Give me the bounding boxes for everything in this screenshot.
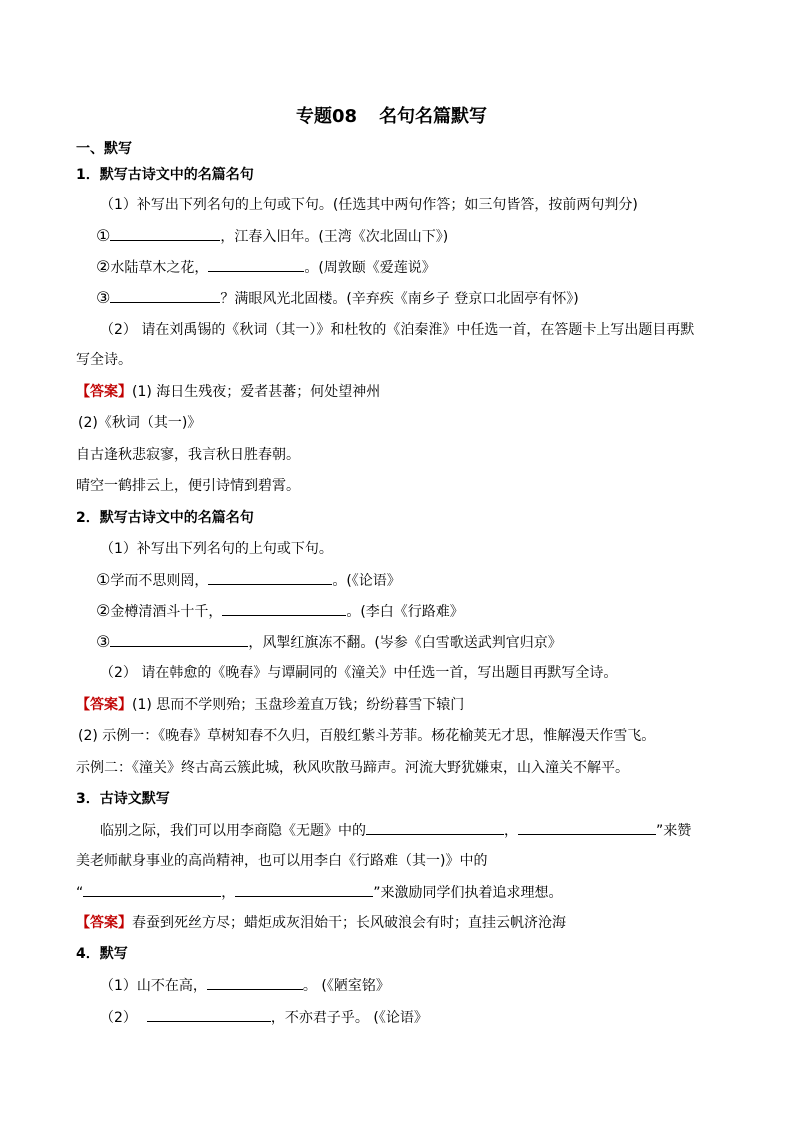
q2-item2-mark: ② xyxy=(96,601,111,620)
q2-part1-intro: （1）补写出下列名句的上句或下句。 xyxy=(100,541,333,557)
q1-item3-mark: ③ xyxy=(96,288,111,307)
q3-line1 xyxy=(100,820,691,841)
q3-blank2[interactable] xyxy=(518,820,656,835)
q1-answer-line4: 晴空一鹤排云上，便引诗情到碧霄。 xyxy=(76,478,300,494)
q4-item2-blank[interactable] xyxy=(147,1007,271,1022)
q1-item2-pre: 水陆草木之花， xyxy=(110,260,209,276)
q1-item1-mark: ① xyxy=(96,226,111,245)
q3-line1-pre: 临别之际，我们可以用李商隐《无题》中的 xyxy=(100,823,366,839)
q3-line3 xyxy=(76,882,563,903)
q3-blank4[interactable] xyxy=(235,882,373,897)
q4-item1-pre: （1）山不在高， xyxy=(100,978,207,994)
q2-item3-text: ，风掣红旗冻不翻。(岑参《白雪歌送武判官归京》 xyxy=(248,635,562,651)
q1-answer-line1 xyxy=(76,382,380,402)
page-title xyxy=(296,105,487,129)
q1-part2-line2: 写全诗。 xyxy=(76,352,132,368)
q3-line1-sep: ， xyxy=(504,823,518,839)
title-name: 名句名篇默写 xyxy=(379,106,488,127)
q1-heading: 1．默写古诗文中的名篇名句 xyxy=(76,167,254,183)
q1-item2-mark: ② xyxy=(96,257,111,276)
q4-item2-post: ，不亦君子乎。 (《论语》 xyxy=(270,1010,428,1026)
q2-item2-post: 。(李白《行路难》 xyxy=(346,604,464,620)
q4-item1 xyxy=(100,975,390,996)
q3-blank1[interactable] xyxy=(366,820,504,835)
q3-line3-sep: ， xyxy=(221,885,236,901)
q1-item3-text: ？满眼风光北固楼。(辛弃疾《南乡子 登京口北固亭有怀》) xyxy=(220,291,579,307)
q2-part2-line1: （2） 请在韩愈的《晚春》与谭嗣同的《潼关》中任选一首，写出题目再默写全诗。 xyxy=(100,665,618,681)
q2-item1-mark: ① xyxy=(96,570,111,589)
q1-answer-line2: (2)《秋词（其一)》 xyxy=(78,415,202,431)
q1-answer-label: 【答案】 xyxy=(76,384,132,400)
q3-line3-post: ”来激励同学们执着追求理想。 xyxy=(373,885,563,901)
q1-part1-intro: （1）补写出下列名句的上句或下句。(任选其中两句作答；如三句皆答，按前两句判分) xyxy=(100,197,638,213)
q3-heading: 3．古诗文默写 xyxy=(76,791,170,807)
title-topic: 专题08 xyxy=(296,106,358,127)
q2-answer-text1: (1) 思而不学则殆；玉盘珍羞直万钱；纷纷暮雪下辕门 xyxy=(132,697,465,713)
q2-item1-blank[interactable] xyxy=(208,570,332,585)
q3-line1-post: ”来赞 xyxy=(656,823,692,839)
q3-line3-open: “ xyxy=(76,885,84,901)
q2-item1-pre: 学而不思则罔， xyxy=(110,573,209,589)
q2-item3 xyxy=(96,632,562,653)
q2-heading: 2．默写古诗文中的名篇名句 xyxy=(76,510,254,526)
q1-item1-blank[interactable] xyxy=(110,226,220,241)
q3-blank3[interactable] xyxy=(83,882,221,897)
q2-item3-blank[interactable] xyxy=(110,632,248,647)
q1-answer-text1: (1) 海日生残夜；爱者甚蕃；何处望神州 xyxy=(132,384,381,400)
section-heading: 一、默写 xyxy=(76,141,132,157)
q2-answer-line3: 示例二：《潼关》终古高云簇此城，秋风吹散马蹄声。河流大野犹嫌束，山入潼关不解平。 xyxy=(76,760,629,776)
q2-item2-blank[interactable] xyxy=(222,601,346,616)
q1-item3 xyxy=(96,288,579,309)
q4-item2 xyxy=(100,1007,428,1028)
q2-item3-mark: ③ xyxy=(96,632,111,651)
q4-item2-pre: （2） xyxy=(100,1010,137,1026)
q2-item2-pre: 金樽清酒斗十千， xyxy=(110,604,223,620)
q2-answer-line2: (2) 示例一：《晚春》草树知春不久归，百般红紫斗芳菲。杨花榆荚无才思，惟解漫天作雪飞。 xyxy=(78,728,656,744)
q4-heading: 4．默写 xyxy=(76,946,128,962)
q2-answer-label: 【答案】 xyxy=(76,697,132,713)
q2-item2 xyxy=(96,601,464,622)
q3-answer-label: 【答案】 xyxy=(76,915,132,931)
q1-item1-text: ，江春入旧年。(王湾《次北固山下》) xyxy=(220,229,449,245)
q1-item2 xyxy=(96,257,436,278)
q2-item1 xyxy=(96,570,401,591)
q1-answer-line3: 自古逢秋悲寂寥，我言秋日胜春朝。 xyxy=(76,447,300,463)
q1-item2-post: 。(周敦颐《爱莲说》 xyxy=(304,260,436,276)
q2-answer-line1 xyxy=(76,695,464,715)
q2-item1-post: 。(《论语》 xyxy=(332,573,401,589)
q1-item1 xyxy=(96,226,448,247)
q1-item3-blank[interactable] xyxy=(110,288,220,303)
q3-answer-text1: 春蚕到死丝方尽；蜡炬成灰泪始干；长风破浪会有时；直挂云帆济沧海 xyxy=(132,915,566,931)
q3-line2: 美老师献身事业的高尚精神，也可以用李白《行路难（其一)》中的 xyxy=(76,853,488,869)
q4-item1-blank[interactable] xyxy=(207,975,303,990)
q1-part2-line1: （2） 请在刘禹锡的《秋词（其一）》和杜牧的《泊秦淮》中任选一首，在答题卡上写出题目再默 xyxy=(100,322,695,338)
q4-item1-post: 。 (《陋室铭》 xyxy=(302,978,390,994)
q1-item2-blank[interactable] xyxy=(208,257,304,272)
q3-answer-line1 xyxy=(76,913,566,933)
